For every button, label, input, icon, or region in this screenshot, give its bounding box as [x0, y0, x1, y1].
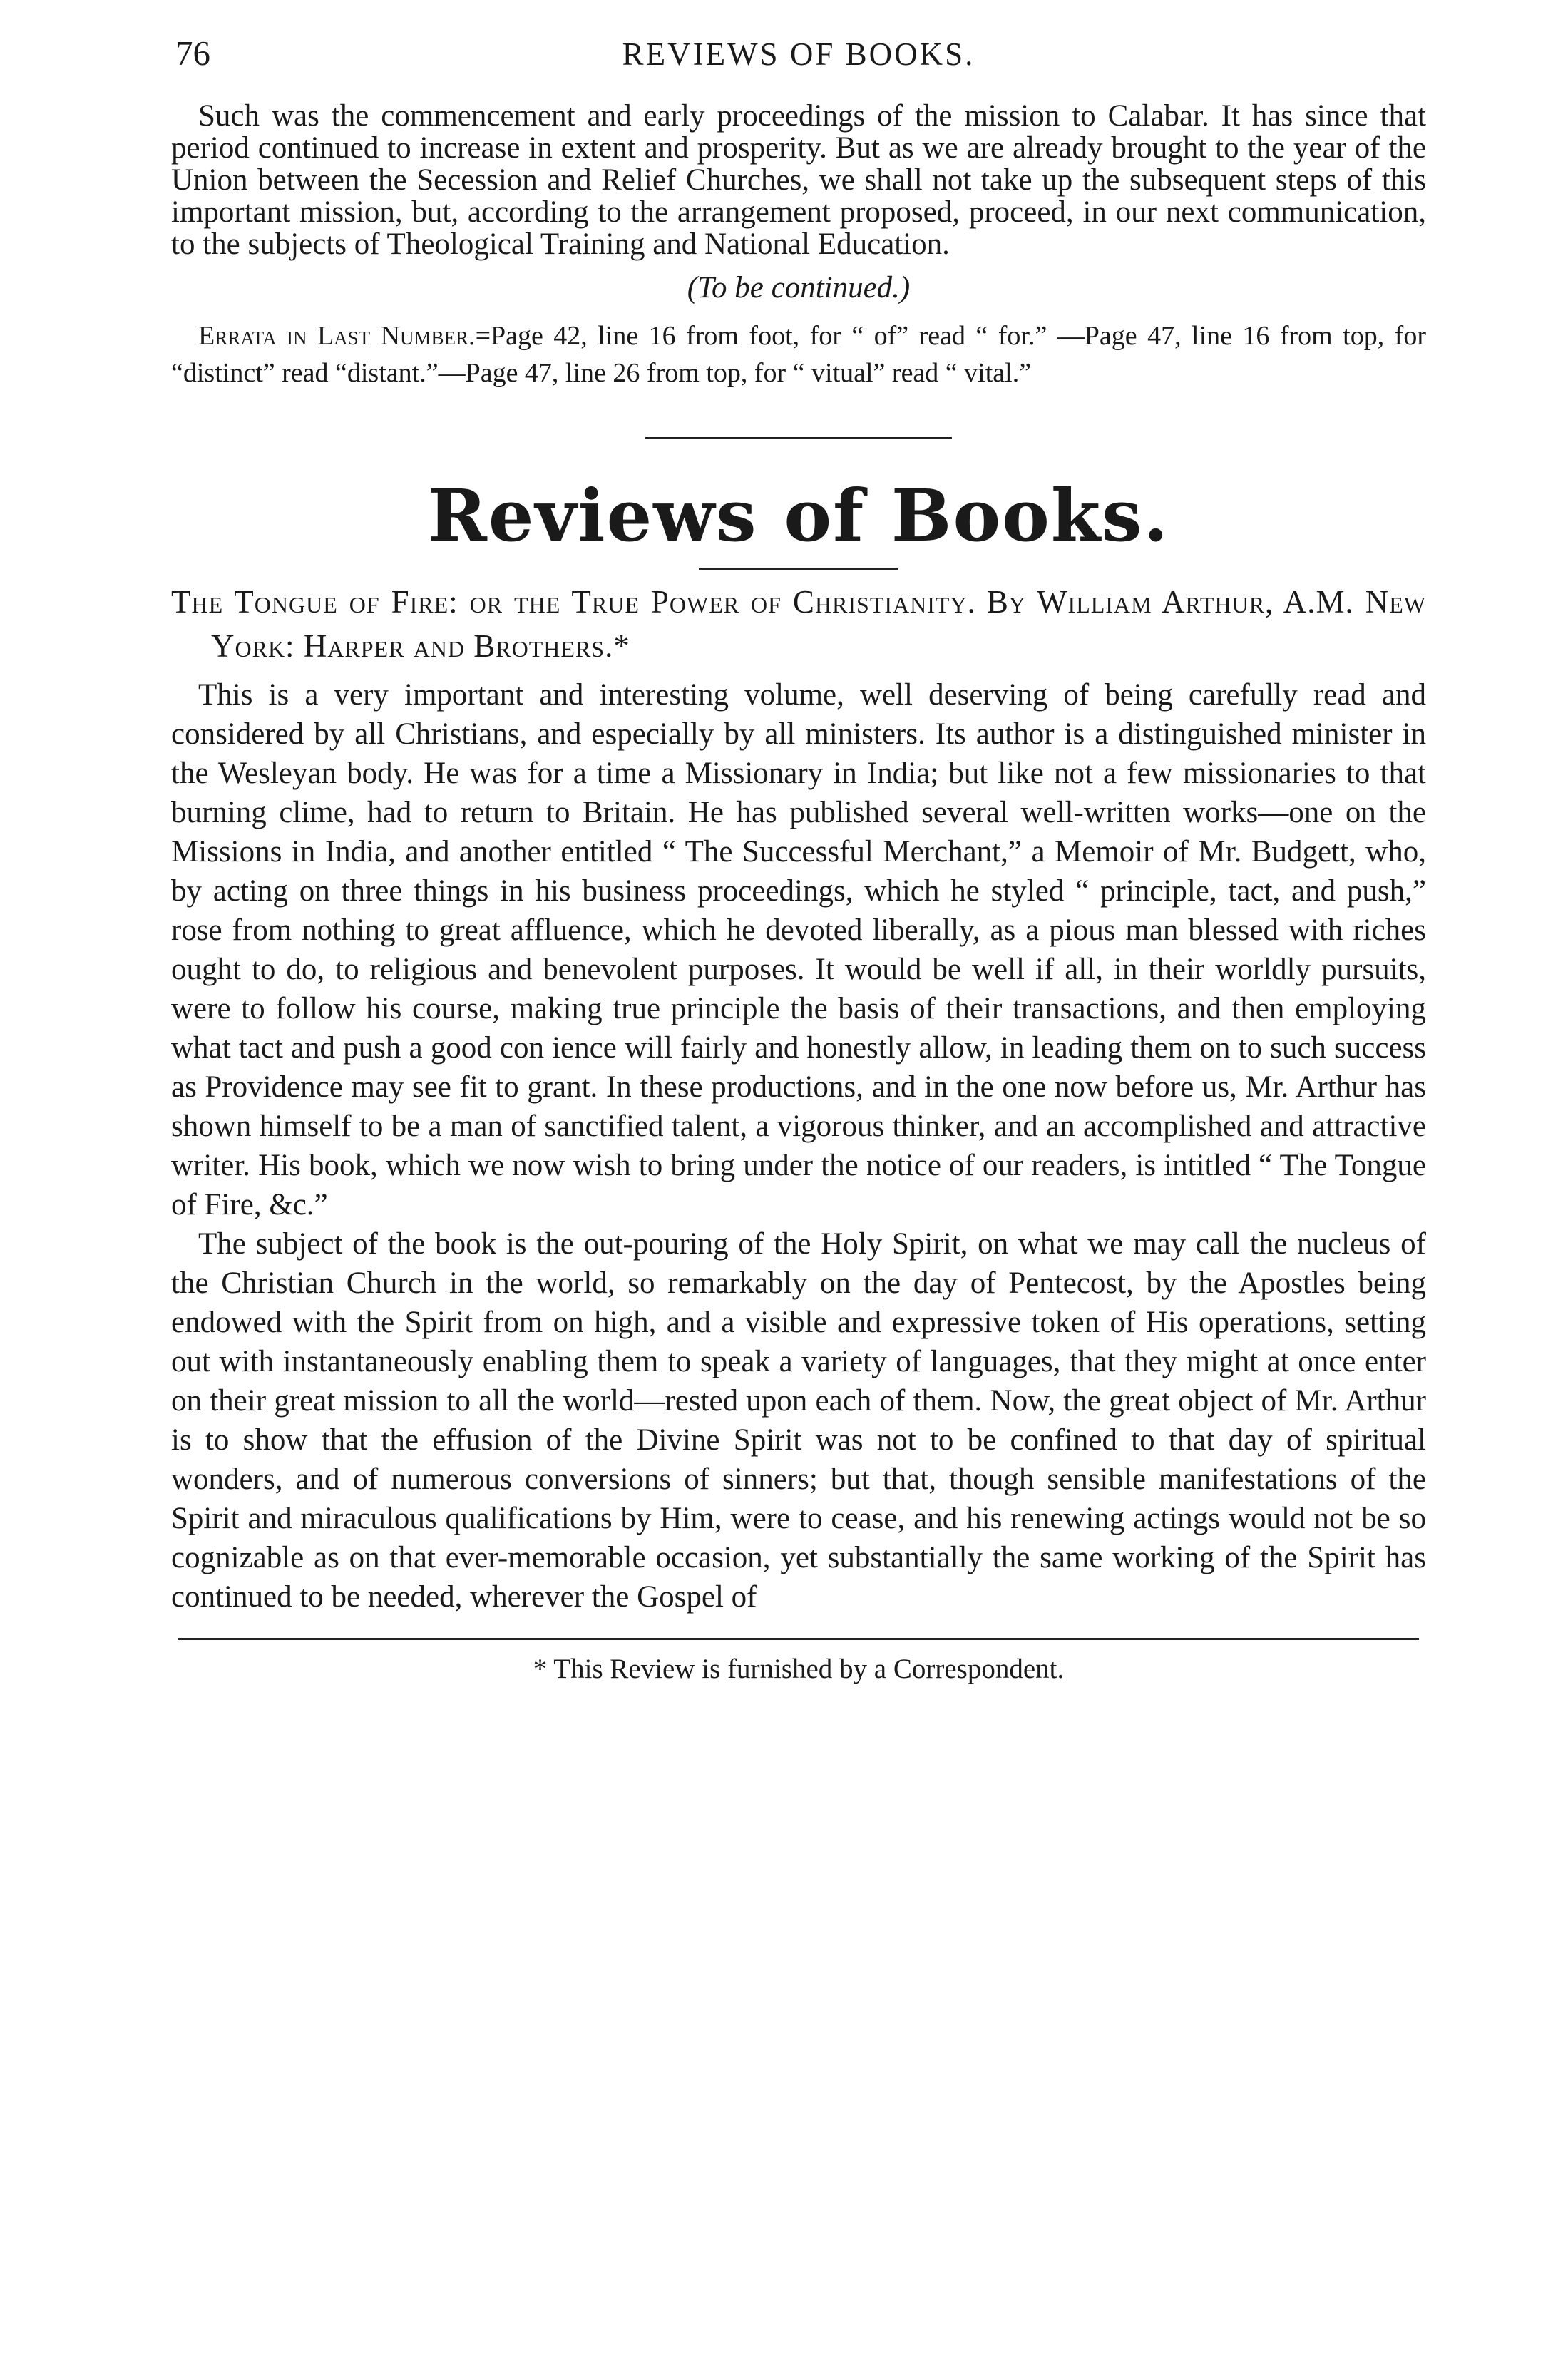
- page: [171, 29, 1426, 1687]
- to-be-continued: (To be continued.): [687, 271, 911, 304]
- intro-paragraph: Such was the commencement and early proceedings of the mission to Calabar. It has since that period continued to increase in extent and prosperity. But as we are already brought to the year of the Union between the Secession and Relief Churches, we shall not take up the subsequent steps of this important mission, but, according to the arrangement proposed, proceed, in our next communication, to the subjects of Theological Training and National Education.: [171, 99, 1426, 261]
- page-number: 76: [175, 34, 210, 73]
- errata-label: Errata in Last Number.: [198, 321, 476, 351]
- book-byline: By William Arthur, A.M. New York: Harper and Brothers.*: [211, 584, 1426, 664]
- footnote-rule: [178, 1638, 1419, 1640]
- section-divider: [645, 437, 952, 439]
- review-paragraph-1: This is a very important and interesting volume, well deserving of being carefully read and considered by all Christians, and especially by all ministers. Its author is a distinguished minister in the Wesleyan body. He was for a time a Missionary in India; but like not a few missionaries to that burning clime, had to return to Britain. He has published several well-written works—one on the Missions in India, and another entitled “ The Successful Merchant,” a Memoir of Mr. Budgett, who, by acting on three things in his business proceedings, which he styled “ principle, tact, and push,” rose from nothing to great affluence, which he devoted liberally, as a pious man blessed with riches ought to do, to religious and benevolent purposes. It would be well if all, in their worldly pursuits, were to follow his course, making true principle the basis of their transactions, and then employing what tact and push a good con ience will fairly and honestly allow, in leading them on to such success as Providence may see fit to grant. In these productions, and in the one now before us, Mr. Arthur has shown himself to be a man of sanctified talent, a vigorous thinker, and an accomplished and attractive writer. His book, which we now wish to bring under the notice of our readers, is intitled “ The Tongue of Fire, &c.”: [171, 678, 1426, 1222]
- running-header: [171, 29, 1426, 100]
- running-title: REVIEWS OF BOOKS.: [622, 36, 975, 72]
- errata-note: [171, 317, 1426, 391]
- book-citation: [171, 580, 1426, 668]
- footnote: * This Review is furnished by a Correspondent.: [533, 1654, 1065, 1684]
- book-title: The Tongue of Fire: or the True Power of Christianity.: [171, 584, 976, 620]
- review-paragraph-2: The subject of the book is the out-pouring of the Holy Spirit, on what we may call the nucleus of the Christian Church in the world, so remarkably on the day of Pentecost, by the Apostles being endowed with the Spirit from on high, and a visible and expressive token of His operations, setting out with instantaneously enabling them to speak a variety of languages, that they might at once enter on their great mission to all the world—rested upon each of them. Now, the great object of Mr. Arthur is to show that the effusion of the Divine Spirit was not to be confined to that day of spiritual wonders, and of numerous conversions of sinners; but that, though sensible manifestations of the Spirit and miraculous qualifications by Him, were to cease, and his renewing actings would not be so cognizable as on that ever-memorable occasion, yet substantially the same working of the Spirit has continued to be needed, wherever the Gospel of: [171, 1227, 1426, 1614]
- section-heading: Reviews of Books.: [427, 473, 1170, 558]
- heading-underline: [699, 568, 898, 570]
- errata-text: =Page 42, line 16 from foot, for “ of” read “ for.” —Page 47, line 16 from top, for “distinct” read “distant.”—Page 47, line 26 from top, for “ vitual” read “ vital.”: [171, 321, 1426, 388]
